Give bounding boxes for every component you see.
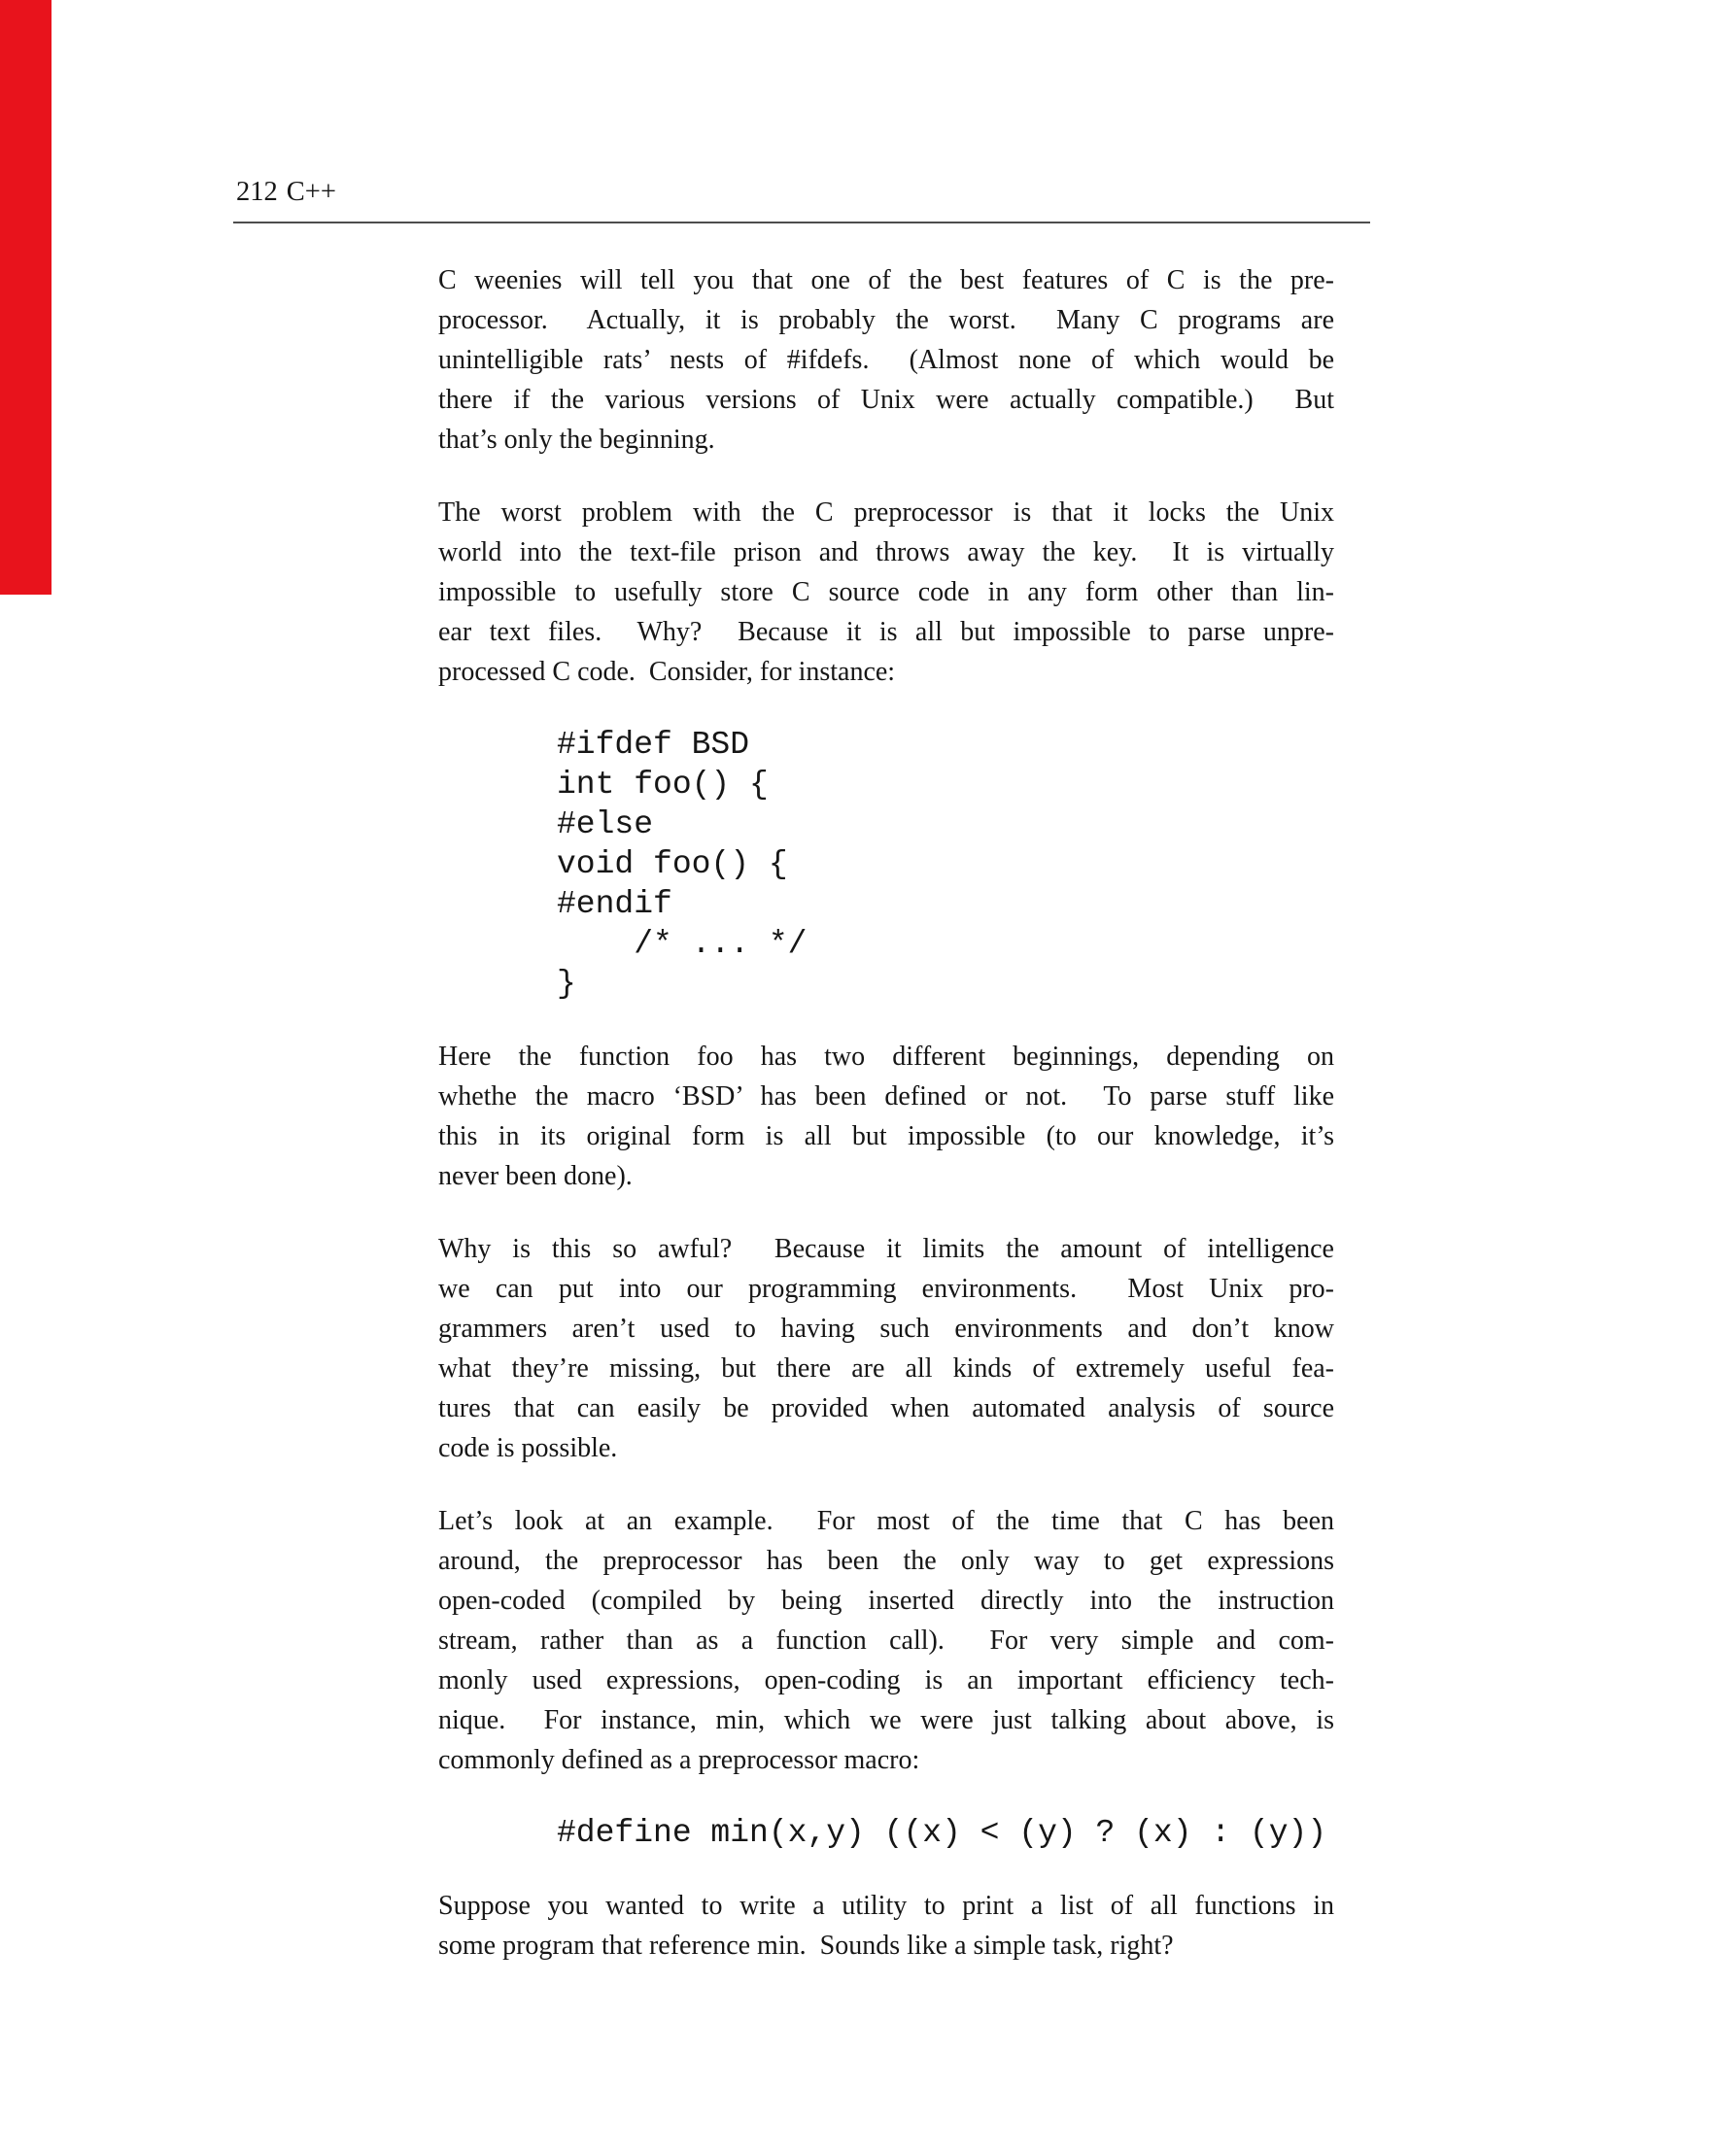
text-line: monly used expressions, open-coding is an important efficiency tech- — [438, 1665, 1334, 1695]
text-line: ear text files. Why? Because it is all but impossible to parse unpre- — [438, 617, 1334, 647]
chapter-title: C++ — [286, 177, 336, 207]
text-line: tures that can easily be provided when automated analysis of source — [438, 1393, 1334, 1423]
text-line: nique. For instance, min, which we were just talking about above, is — [438, 1705, 1334, 1735]
text-line: code is possible. — [438, 1433, 618, 1463]
code-line: #endif — [557, 886, 672, 922]
text-line: Here the function foo has two different beginnings, depending on — [438, 1042, 1334, 1072]
text-line: there if the various versions of Unix were actually compatible.) But — [438, 385, 1334, 415]
text-line: this in its original form is all but impossible (to our knowledge, it’s — [438, 1121, 1334, 1151]
text-line: we can put into our programming environments. Most Unix pro- — [438, 1274, 1334, 1304]
code-line: #define min(x,y) ((x) < (y) ? (x) : (y)) — [557, 1815, 1327, 1851]
code-line: /* ... */ — [557, 926, 808, 962]
paragraph-2 — [438, 493, 1334, 692]
text-line: Suppose you wanted to write a utility to print a list of all functions in — [438, 1891, 1334, 1921]
text-line: some program that reference min. Sounds like a simple task, right? — [438, 1931, 1174, 1961]
text-line: never been done). — [438, 1161, 633, 1191]
code-line: } — [557, 966, 576, 1002]
code-line: #ifdef BSD — [557, 727, 750, 763]
code-line: void foo() { — [557, 846, 788, 882]
text-line: Let’s look at an example. For most of the time that C has been — [438, 1506, 1334, 1536]
text-line: world into the text-file prison and throws away the key. It is virtually — [438, 537, 1334, 567]
header-rule — [233, 222, 1370, 223]
code-block-ifdef — [438, 725, 1334, 1004]
code-line: int foo() { — [557, 767, 769, 803]
text-line: grammers aren’t used to having such environments and don’t know — [438, 1314, 1334, 1344]
text-line: commonly defined as a preprocessor macro: — [438, 1745, 920, 1775]
text-line: impossible to usefully store C source code in any form other than lin- — [438, 577, 1334, 607]
text-line: processor. Actually, it is probably the worst. Many C programs are — [438, 305, 1334, 335]
body-column — [438, 260, 1334, 1966]
page-header — [236, 178, 336, 207]
text-line: open-coded (compiled by being inserted directly into the instruction — [438, 1586, 1334, 1616]
paragraph-5 — [438, 1501, 1334, 1780]
paragraph-1 — [438, 260, 1334, 460]
text-line: what they’re missing, but there are all kinds of extremely useful fea- — [438, 1353, 1334, 1384]
text-line: around, the preprocessor has been the only way to get expressions — [438, 1546, 1334, 1576]
text-line: unintelligible rats’ nests of #ifdefs. (Almost none of which would be — [438, 345, 1334, 375]
code-line: #else — [557, 806, 654, 842]
paragraph-3 — [438, 1037, 1334, 1196]
paragraph-4 — [438, 1229, 1334, 1468]
text-line: stream, rather than as a function call). For very simple and com- — [438, 1626, 1334, 1656]
text-line: The worst problem with the C preprocessor is that it locks the Unix — [438, 497, 1334, 528]
paragraph-6 — [438, 1886, 1334, 1966]
code-block-define-min — [438, 1813, 1334, 1853]
page-number: 212 — [236, 177, 278, 207]
text-line: that’s only the beginning. — [438, 425, 715, 455]
text-line: C weenies will tell you that one of the best features of C is the pre- — [438, 265, 1334, 295]
text-line: Why is this so awful? Because it limits the amount of intelligence — [438, 1234, 1334, 1264]
text-line: processed C code. Consider, for instance: — [438, 657, 896, 687]
text-line: whethe the macro ‘BSD’ has been defined or not. To parse stuff like — [438, 1081, 1334, 1112]
chapter-edge-tab — [0, 0, 52, 595]
